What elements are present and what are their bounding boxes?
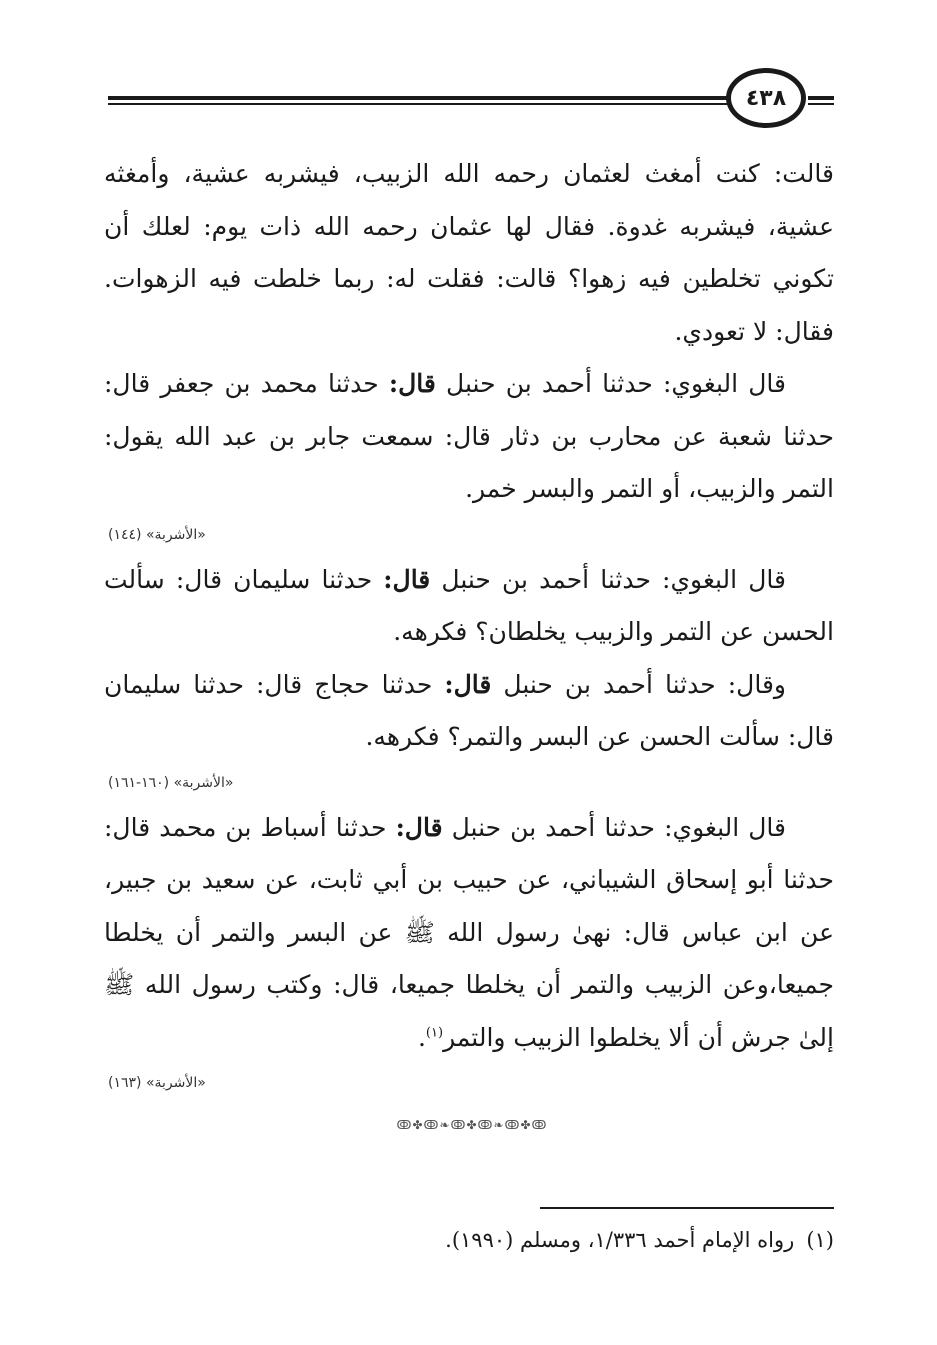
bold-term: قال: (395, 812, 443, 842)
footnote-separator (540, 1207, 834, 1209)
paragraph (104, 358, 834, 516)
bold-term: قال: (383, 564, 431, 594)
header-rule-right (808, 96, 834, 100)
footnote (445, 1222, 834, 1258)
text-run: حدثنا محمد بن جعفر قال: حدثنا شعبة عن محارب بن دثار قال: سمعت جابر بن عبد الله يقول: التمر والزبيب، أو التمر والبسر خمر. (104, 369, 834, 503)
footnote-text: رواه الإمام أحمد ١/٣٣٦، ومسلم (١٩٩٠). (445, 1228, 795, 1252)
text-run: حدثنا سليمان قال: سألت الحسن عن التمر والزبيب يخلطان؟ فكرهه. (104, 564, 834, 646)
page-number: ٤٣٨ (745, 85, 787, 111)
section-ornament: ↂ✤ↂ❧ↂ✤ↂ❧ↂ✤ↂ (396, 1118, 548, 1132)
paragraph (104, 148, 834, 358)
text-run: . (417, 1022, 426, 1052)
text-run: قال البغوي: حدثنا أحمد بن حنبل (435, 369, 786, 398)
text-run: قال البغوي: حدثنا أحمد بن حنبل (430, 564, 786, 594)
bold-term: قال: (388, 369, 436, 398)
main-text (104, 148, 834, 1102)
paragraph (104, 802, 834, 1065)
page-number-badge (726, 68, 806, 128)
text-run: حدثنا أسباط بن محمد قال: حدثنا أبو إسحاق الشيباني، عن حبيب بن أبي ثابت، عن سعيد بن جبير، عن ابن عباس قال: نهىٰ رسول الله ﷺ عن البسر والتمر أن يخلطا جميعا،وعن الزبيب والتمر أن يخلطا جميعا، قال: وكتب رسول الله ﷺ إلىٰ جرش أن ألا يخلطوا الزبيب والتمر (104, 812, 834, 1052)
source-reference: «الأشربة» (١٦٠-١٦١) (108, 774, 234, 791)
source-reference: «الأشربة» (١٤٤) (108, 526, 206, 543)
paragraph (104, 659, 834, 764)
bold-term: قال: (444, 669, 492, 699)
text-run: قالت: كنت أمغث لعثمان رحمه الله الزبيب، فيشربه عشية، وأمغثه عشية، فيشربه غدوة. فقال لها عثمان رحمه الله ذات يوم: لعلك أن تكوني تخلطين فيه زهوا؟ قالت: فقلت له: ربما خلطت فيه الزهوات. فقال: لا تعودي. (104, 159, 834, 346)
paragraph (104, 554, 834, 659)
header-rule-right-thin (808, 103, 834, 105)
footnote-marker: (١) (425, 1025, 444, 1041)
source-reference: «الأشربة» (١٦٣) (108, 1075, 206, 1091)
header-rule-thin (108, 103, 728, 105)
header-rule (108, 96, 728, 100)
footnote-number: (١) (806, 1228, 834, 1252)
text-run: وقال: حدثنا أحمد بن حنبل (491, 669, 786, 699)
text-run: قال البغوي: حدثنا أحمد بن حنبل (442, 812, 786, 842)
text-run: حدثنا حجاج قال: حدثنا سليمان قال: سألت الحسن عن البسر والتمر؟ فكرهه. (104, 669, 834, 751)
